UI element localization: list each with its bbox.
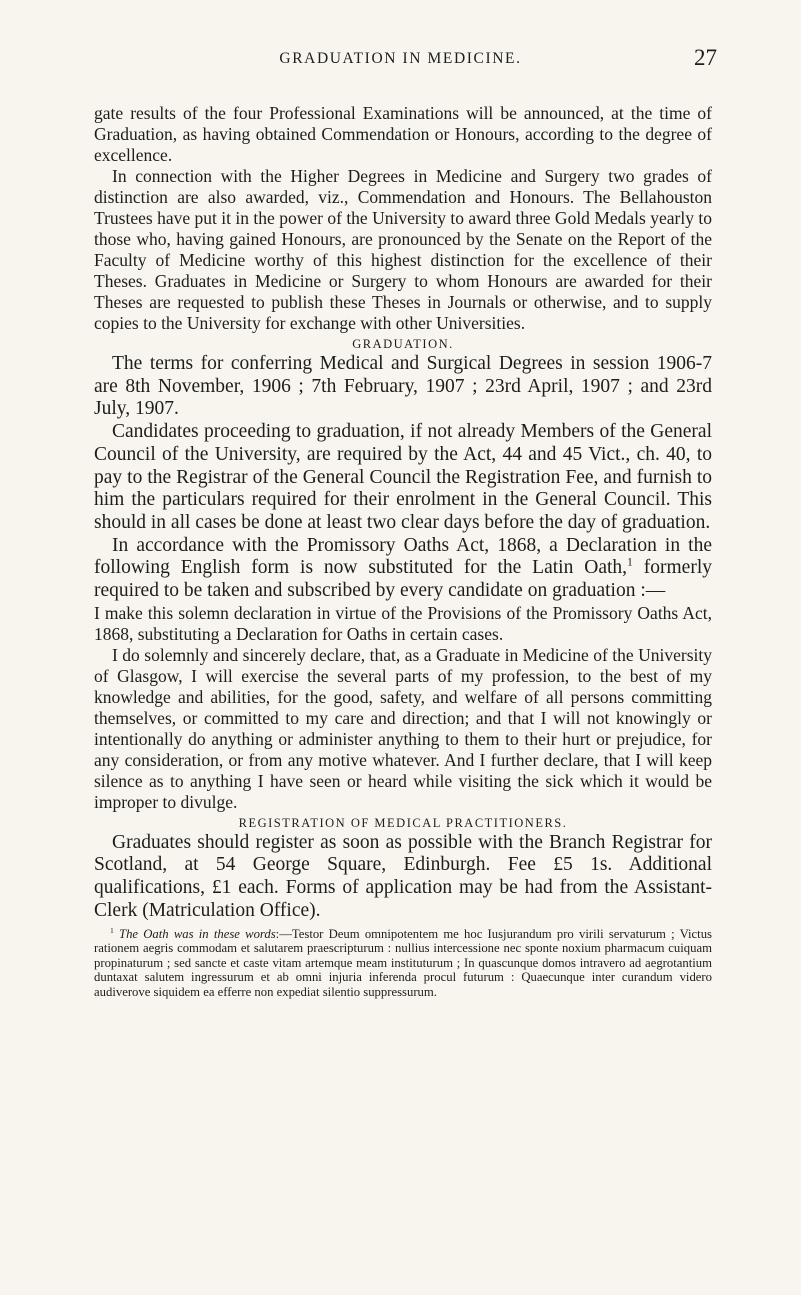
oaths-text-tail: formerly required to be taken and subscribed by every candidate on graduation :— [94,557,712,602]
footnote-latin-oath: :—Testor Deum omnipotentem me hoc Iusjurandum pro virili servaturum ; Victus rationem aegris commodam et salutarem praescripturum : nullius intercessione nec sponte noxium pharmacum cuiquam propinaturum ; sed sancte et caste vitam artemque meam instituturum ; In quascunque domos intravero ad aegrotantium duntaxat salutem ingressurum et ab omni injuria inferenda procul futurum : Quaecunque inter curandum videro audiverove siquidem ea efferre non expediat silentio suppressurum. [94,926,712,999]
section-honours [94,103,712,334]
paragraph-higher-degrees: In connection with the Higher Degrees in Medicine and Surgery two grades of distinction are also awarded, viz., Commendation and Honours. The Bellahouston Trustees have put it in the power of the University to award three Gold Medals yearly to those who, having gained Honours, are pronounced by the Senate on the Report of the Faculty of Medicine worthy of this highest distinction for the excellence of their Theses. Graduates in Medicine or Surgery to whom Honours are awarded for their Theses are requested to publish these Theses in Journals or otherwise, and to supply copies to the University for exchange with other Universities. [94,166,712,333]
body-text [94,103,712,999]
section-declaration [94,603,712,813]
oaths-text: In accordance with the Promissory Oaths Act, 1868, a Declaration in the following English form is now substituted for the Latin Oath, [94,534,712,579]
paragraph-promissory-oaths [94,535,712,603]
heading-graduation: GRADUATION. [352,337,454,351]
running-header [0,45,801,80]
section-registration [94,832,712,923]
footnote [94,927,712,1000]
paragraph-continuation: gate results of the four Professional Examinations will be announced, at the time of Graduation, as having obtained Commendation or Honours, according to the degree of excellence. [94,103,712,165]
footnote-reference: 1 [627,555,633,569]
section-graduation [94,353,712,603]
page-number: 27 [694,45,717,70]
footnote-lead: The Oath was in these words [119,926,276,941]
paragraph-declaration-text: I do solemnly and sincerely declare, that, as a Graduate in Medicine of the University of Glasgow, I will exercise the several parts of my profession, to the best of my knowledge and abilities, for the good, safety, and welfare of all persons committing themselves, or committed to my care and direction; and that I will not knowingly or intentionally do anything or administer anything to them to their hurt or prejudice, for any consideration, or from any motive whatever. And I further declare, that I will keep silence as to anything I have seen or heard while visiting the sick which it would be improper to divulge. [94,644,712,812]
heading-registration: REGISTRATION OF MEDICAL PRACTITIONERS. [238,815,568,830]
paragraph-solemn-declaration: I make this solemn declaration in virtue of the Provisions of the Promissory Oaths Act, 1868, substituting a Declaration for Oaths in certain cases. [94,602,712,644]
paragraph-candidates: Candidates proceeding to graduation, if not already Members of the General Council of the University, are required by the Act, 44 and 45 Vict., ch. 40, to pay to the Registrar of the General Council the Registration Fee, and furnish to him the particulars required for their enrolment in the General Council. This should in all cases be done at least two clear days before the day of graduation. [94,421,712,533]
running-title: GRADUATION IN MEDICINE. [279,50,522,67]
paragraph-register: Graduates should register as soon as possible with the Branch Registrar for Scotland, at 54 George Square, Edinburgh. Fee £5 1s. Additional qualifications, £1 each. Forms of application may be had from the Assistant-Clerk (Matriculation Office). [94,831,712,921]
footnote-marker: 1 [110,925,114,935]
footnote-text [94,927,712,1000]
paragraph-terms: The terms for conferring Medical and Surgical Degrees in session 1906-7 are 8th November, 1906 ; 7th February, 1907 ; 23rd April, 1907 ; and 23rd July, 1907. [94,353,712,420]
